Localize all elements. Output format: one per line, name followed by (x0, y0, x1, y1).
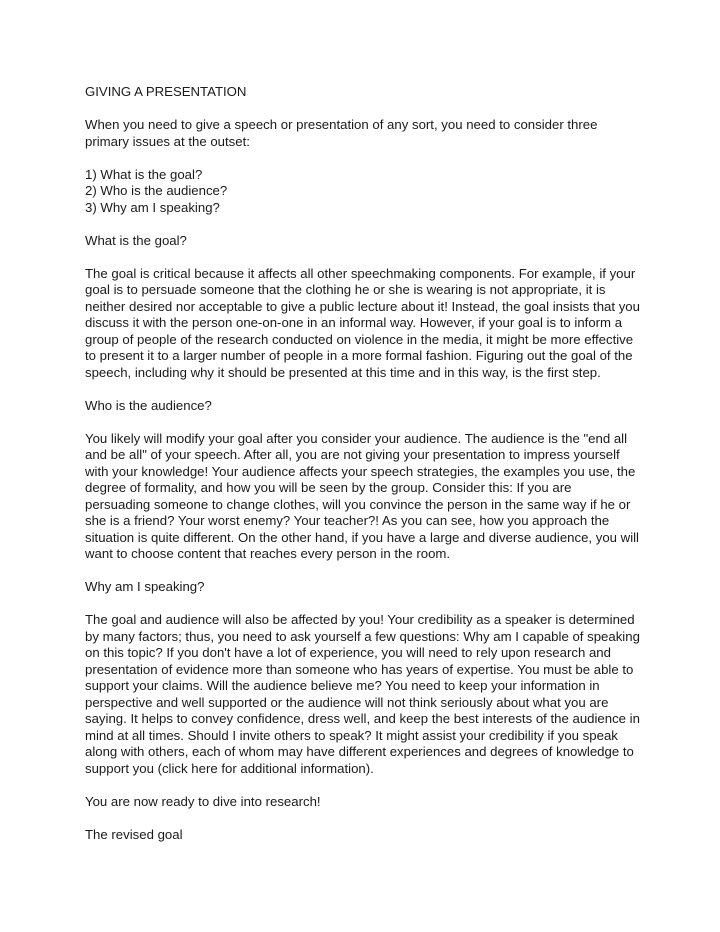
section-heading-goal: What is the goal? (85, 232, 187, 248)
intro-paragraph: When you need to give a speech or presentation of any sort, you need to consider three primary issues at the outset: (85, 117, 598, 149)
question-list (85, 167, 640, 217)
section-body-audience: You likely will modify your goal after you consider your audience. The audience is the "end all and be all" of your speech. After all, you are not giving your presentation to impress yourself with your knowledge! Your audience affects your speech strategies, the examples you use, the degree of formality, and how you will be seen by the group. Consider this: If you are persuading someone to change clothes, will you convince the person in the same way if he or she is a friend? Your worst enemy? Your teacher?! As you can see, how you approach the situation is quite different. On the other hand, if you have a large and diverse audience, you will want to choose content that reaches every person in the room. (85, 430, 639, 561)
section-heading-audience: Who is the audience? (85, 397, 212, 413)
question-item: 3) Why am I speaking? (85, 199, 220, 215)
final-line: The revised goal (85, 826, 183, 842)
question-item: 2) Who is the audience? (85, 183, 228, 198)
document-page (85, 84, 640, 860)
document-title: GIVING A PRESENTATION (85, 84, 247, 99)
section-body-goal: The goal is critical because it affects all other speechmaking components. For example, if your goal is to persuade someone that the clothing he or she is wearing is not appropriate, it is neither desired nor acceptable to give a public lecture about it! Instead, the goal insists that you discuss it with the person one-on-one in an informal way. However, if your goal is to inform a group of people of the research conducted on violence in the media, it might be more effective to present it to a larger number of people in a more formal fashion. Figuring out the goal of the speech, including why it should be presented at this time and in this way, is the first step. (85, 265, 640, 380)
question-item: 1) What is the goal? (85, 166, 203, 182)
section-body-speaking: The goal and audience will also be affected by you! Your credibility as a speaker is determined by many factors; thus, you need to ask yourself a few questions: Why am I capable of speaking on this topic? If you don't have a lot of experience, you will need to rely upon research and presentation of evidence more than someone who has years of expertise. You must be able to support your claims. Will the audience believe me? You need to keep your information in perspective and well supported or the audience will not think seriously about what you are saying. It helps to convey confidence, dress well, and keep the best interests of the audience in mind at all times. Should I invite others to speak? It might assist your credibility if you speak along with others, each of whom may have different experiences and degrees of knowledge to support you (click here for additional information). (85, 612, 640, 776)
closing-paragraph: You are now ready to dive into research! (85, 793, 321, 809)
section-heading-speaking: Why am I speaking? (85, 579, 205, 594)
